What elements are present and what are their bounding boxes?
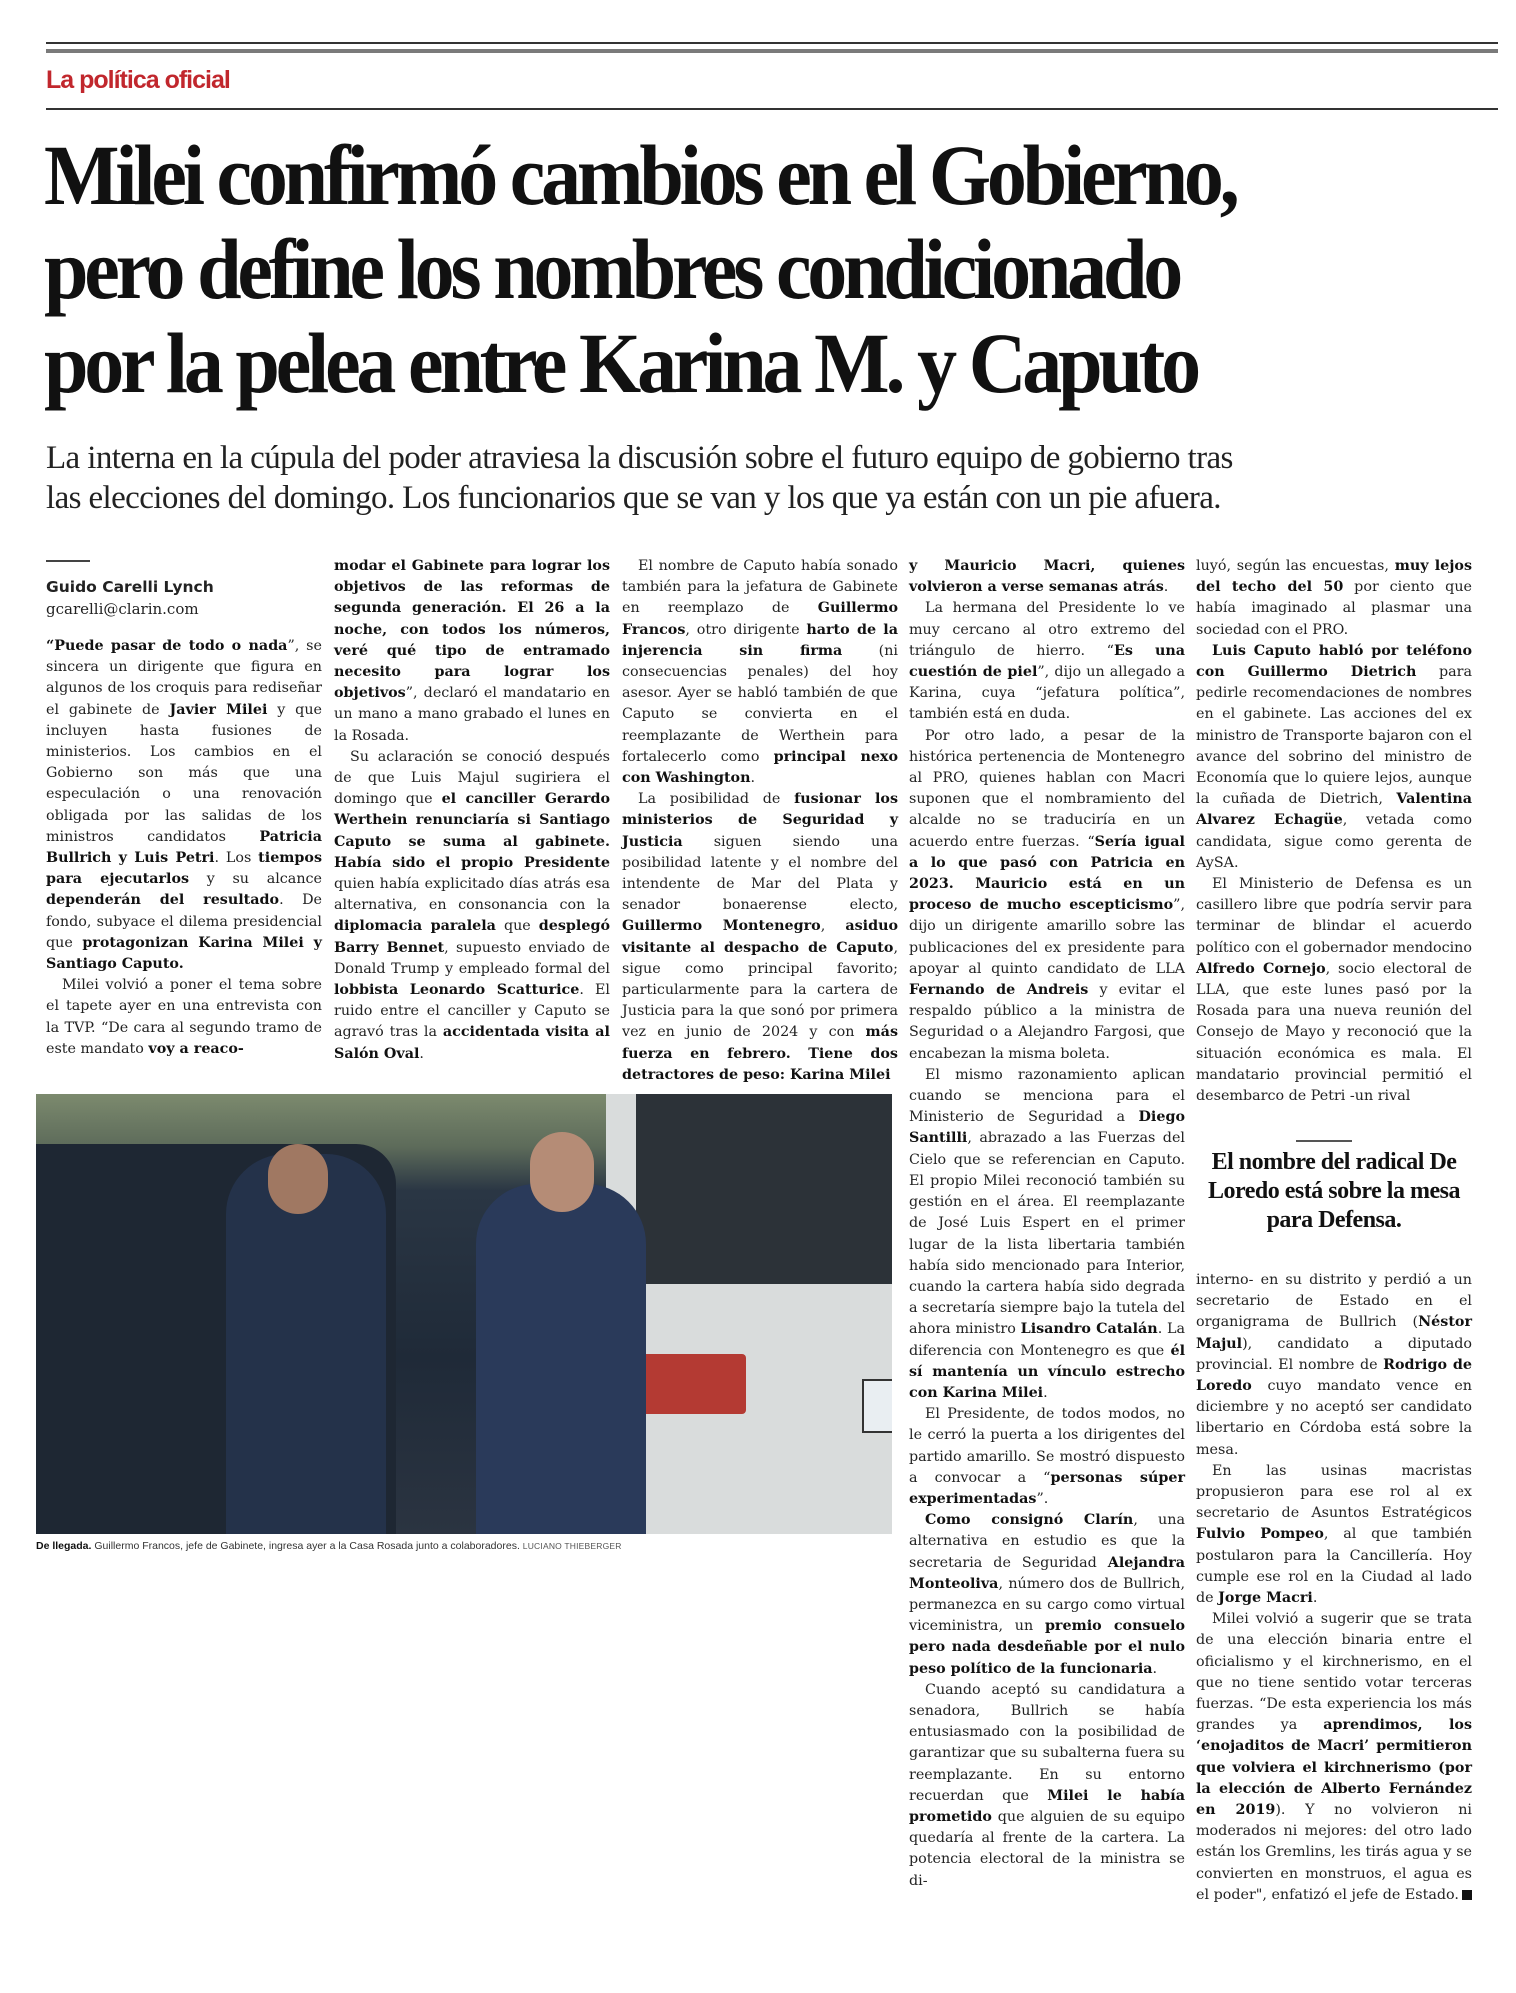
pullquote: El nombre del radical De Loredo está sobre la mesa para Defensa. — [1208, 1149, 1460, 1233]
emphasis-text: Lisandro Catalán — [1020, 1321, 1158, 1338]
article-paragraph: interno- en su distrito y perdió a un secretario de Estado en el organigrama de Bullrich (Néstor Majul), candidato a diputado provincial. El nombre de Rodrigo de Loredo cuyo mandato vence en diciembre y no aceptó ser candidato libertario en Córdoba está sobre la mesa. — [1196, 1272, 1473, 1458]
photo-person-francos — [476, 1184, 646, 1534]
byline-rule — [46, 560, 90, 562]
article-paragraph: Como consignó Clarín, una alternativa en estudio es que la secretaria de Seguridad Alejandra Monteoliva, número dos de Bullrich, permanezca en su cargo como virtual viceministra, un premio consuelo pero nada desdeñable por el nulo peso político de la funcionaria. — [909, 1512, 1185, 1677]
emphasis-text: Javier Milei — [169, 701, 268, 718]
emphasis-text: muy lejos del techo del 50 — [1196, 558, 1472, 596]
column-body — [1196, 1270, 1472, 1906]
emphasis-text: fusionar los ministerios de Seguridad y Justicia — [622, 791, 898, 850]
article-paragraph: y Mauricio Macri, quienes volvieron a verse semanas atrás. — [909, 558, 1185, 596]
article-paragraph: “Puede pasar de todo o nada”, se sincera un dirigente que figura en algunos de los croquis para rediseñar el gabinete de Javier Milei y que incluyen hasta fusiones de ministerios. Los cambios en el Gobierno son más que una especulación o una renovación obligada por las salidas de los ministros candidatos Patricia Bullrich y Luis Petri. Los tiempos para ejecutarlos y su alcance dependerán del resultado. De fondo, subyace el dilema presidencial que protagonizan Karina Milei y Santiago Caputo. — [46, 638, 323, 973]
article-column-2 — [334, 556, 610, 1065]
byline-email[interactable]: gcarelli@clarin.com — [46, 600, 199, 618]
emphasis-text: Diego Santilli — [909, 1109, 1185, 1147]
article-column-5 — [1196, 556, 1472, 1107]
photo-credit: LUCIANO THIEBERGER — [522, 1541, 622, 1551]
end-of-article-mark — [1462, 1890, 1472, 1900]
article-paragraph: El Presidente, de todos modos, no le cerró la puerta a los dirigentes del partido amarillo. Se mostró dispuesto a convocar a “personas súper experimentadas”. — [909, 1406, 1185, 1507]
top-rule — [46, 42, 1498, 44]
emphasis-text: Sería igual a lo que pasó con Patricia en 2023. Mauricio está en un proceso de mucho escepticismo — [909, 833, 1185, 914]
photo-taillight — [636, 1354, 746, 1414]
subheadline — [46, 438, 1516, 518]
column-body — [909, 556, 1185, 1892]
article-column-1 — [46, 560, 322, 1060]
emphasis-text: Luis Caputo habló por teléfono con Guillermo Dietrich — [1196, 642, 1472, 681]
emphasis-text: desplegó Barry Bennet — [334, 918, 610, 956]
emphasis-text: Alfredo Cornejo — [1196, 960, 1326, 977]
emphasis-text: Es una cuestión de piel — [909, 642, 1185, 681]
subheadline-line: La interna en la cúpula del poder atraviesa la discusión sobre el futuro equipo de gobierno tras — [46, 440, 1233, 476]
emphasis-text: asiduo visitante al despacho de Caputo — [622, 918, 898, 956]
emphasis-text: Patricia Bullrich y Luis Petri — [46, 828, 322, 867]
emphasis-text: el canciller Gerardo Werthein renunciaría si Santiago Caputo se suma al gabinete. Había sido el propio Presidente — [334, 791, 610, 871]
emphasis-text: aprendimos, los ‘enojaditos de Macri’ permitieron que volviera el kirchnerismo (por la elección de Alberto Fernández en 2019 — [1196, 1717, 1472, 1819]
column-body — [334, 556, 610, 1065]
emphasis-text: Fernando de Andreis — [909, 982, 1089, 999]
emphasis-text: Fulvio Pompeo — [1196, 1526, 1324, 1543]
emphasis-text: y Mauricio Macri, quienes volvieron a verse semanas atrás — [909, 558, 1185, 596]
emphasis-text: Jorge Macri — [1218, 1590, 1313, 1607]
photo-van-window — [636, 1094, 892, 1284]
photo-license-plate — [862, 1379, 892, 1433]
emphasis-text: harto de la injerencia sin firma — [622, 621, 898, 659]
emphasis-text: Rodrigo de Loredo — [1196, 1356, 1473, 1395]
emphasis-text: voy a reaco- — [148, 1040, 244, 1057]
caption-text: Guillermo Francos, jefe de Gabinete, ingresa ayer a la Casa Rosada junto a colaboradores. — [91, 1540, 520, 1552]
byline-author: Guido Carelli Lynch — [46, 578, 214, 596]
emphasis-text: protagonizan Karina Milei y Santiago Caputo. — [46, 934, 322, 973]
emphasis-text: personas súper experimentadas — [909, 1469, 1185, 1507]
emphasis-text: diplomacia paralela — [334, 918, 496, 935]
article-paragraph: El Ministerio de Defensa es un casillero libre que podría servir para terminar de blindar el acuerdo político con el gobernador mendocino Alfredo Cornejo, socio electoral de LLA, que este lunes pasó por la Rosada para una nueva reunión del Consejo de Mayo y reconoció que la situación económica es mala. El mandatario provincial permitió el desembarco de Petri -un rival — [1196, 876, 1472, 1105]
emphasis-text: Guillermo Francos — [622, 600, 898, 638]
column-body — [1196, 556, 1472, 1107]
article-paragraph: Por otro lado, a pesar de la histórica pertenencia de Montenegro al PRO, quienes hablan con Macri suponen que el nombramiento del alcalde no se traduciría en un acuerdo entre fuerzas. “Sería igual a lo que pasó con Patricia en 2023. Mauricio está en un proceso de mucho escepticismo”, dijo un dirigente amarillo sobre las publicaciones del ex presidente para apoyar al quinto candidato de LLA Fernando de Andreis y evitar el respaldo público a la ministra de Seguridad o a Alejandro Fargosi, que encabezan la misma boleta. — [909, 727, 1185, 1062]
caption-lead: De llegada. — [36, 1540, 92, 1552]
article-paragraph: La hermana del Presidente lo ve muy cercano al otro extremo del triángulo de hierro. “Es una cuestión de piel”, dijo un allegado a Karina, cuya “jefatura política”, también está en duda. — [909, 600, 1185, 723]
emphasis-text: Valentina Alvarez Echagüe — [1196, 791, 1472, 829]
article-paragraph: Luis Caputo habló por teléfono con Guillermo Dietrich para pedirle recomendaciones de nombres en el gabinete. Las acciones del ex ministro de Transporte bajaron con el avance del sobrino del ministro de Economía que lo quiere lejos, aunque la cuñada de Dietrich, Valentina Alvarez Echagüe, vetada como candidata, sigue como gerenta de AySA. — [1196, 642, 1472, 871]
headline-line: pero define los nombres condicionado — [44, 221, 1180, 317]
pullquote-rule — [1296, 1140, 1352, 1142]
article-paragraph: Su aclaración se conoció después de que Luis Majul sugiriera el domingo que el canciller Gerardo Werthein renunciaría si Santiago Caputo se suma al gabinete. Había sido el propio Presidente quien había explicitado días atrás esa alternativa, en consonancia con la diplomacia paralela que desplegó Barry Bennet, supuesto enviado de Donald Trump y empleado formal del lobbista Leonardo Scatturice. El ruido entre el canciller y Caputo se agravó tras la accidentada visita al Salón Oval. — [334, 748, 610, 1062]
article-paragraph: luyó, según las encuestas, muy lejos del techo del 50 por ciento que había imaginado al plasmar una sociedad con el PRO. — [1196, 558, 1472, 638]
article-paragraph: El mismo razonamiento aplican cuando se menciona para el Ministerio de Seguridad a Diego Santilli, abrazado a las Fuerzas del Cielo que se referencian en Caputo. El propio Milei reconoció también su gestión en el área. El reemplazante de José Luis Espert en el primer lugar de la lista libertaria también había sido mencionado para Interior, cuando la cartera había sido degrada a secretaría siempre bajo la tutela del ahora ministro Lisandro Catalán. La diferencia con Montenegro es que él sí mantenía un vínculo estrecho con Karina Milei. — [909, 1066, 1185, 1401]
emphasis-text: él sí mantenía un vínculo estrecho con Karina Milei — [909, 1342, 1185, 1401]
article-paragraph: modar el Gabinete para lograr los objetivos de las reformas de segunda generación. El 26 a la noche, con todos los números, veré qué tipo de entramado necesito para lograr los objetivos”, declaró el mandatario en un mano a mano grabado el lunes en la Rosada. — [334, 558, 610, 744]
column-body — [622, 556, 898, 1086]
top-rule-thick — [46, 49, 1498, 53]
emphasis-text: “Puede pasar de todo o nada — [46, 638, 288, 654]
emphasis-text: lobbista Leonardo Scatturice — [334, 982, 580, 999]
emphasis-text: Alejandra Monteoliva — [909, 1554, 1185, 1592]
article-paragraph: El nombre de Caputo había sonado también para la jefatura de Gabinete en reemplazo de Guillermo Francos, otro dirigente harto de la injerencia sin firma (ni consecuencias penales) del hoy asesor. Ayer se habló también de que Caputo se convierta en el reemplazante de Werthein para fortalecerlo como principal nexo con Washington. — [622, 558, 898, 787]
photo-caption — [36, 1540, 896, 1552]
article-column-5-continued — [1196, 1270, 1472, 1906]
headline — [44, 128, 1411, 410]
article-photo — [36, 1094, 892, 1534]
article-paragraph: En las usinas macristas propusieron para ese rol al ex secretario de Asuntos Estratégicos Fulvio Pompeo, al que también postularon para la Cancillería. Hoy cumple ese rol en la Ciudad al lado de Jorge Macri. — [1196, 1462, 1472, 1607]
article-paragraph: Milei volvió a sugerir que se trata de una elección binaria entre el oficialismo y el kirchnerismo, en el que no tiene sentido votar terceras fuerzas. “De esta experiencia los más grandes ya aprendimos, los ‘enojaditos de Macri’ permitieron que volviera el kirchnerismo (por la elección de Alberto Fernández en 2019). Y no volvieron ni moderados ni mejores: del otro lado están los Gremlins, les tirás agua y se convierten en monstruos, el agua es el poder", enfatizó el jefe de Estado. — [1196, 1611, 1472, 1903]
photo-person-aide-head — [268, 1144, 328, 1214]
emphasis-text: Guillermo Montenegro — [622, 918, 821, 935]
emphasis-text: Milei le había prometido — [909, 1787, 1185, 1825]
emphasis-text: premio consuelo pero nada desdeñable por el nulo peso político de la funcionaria — [909, 1618, 1185, 1677]
emphasis-text: principal nexo con Washington — [622, 748, 898, 787]
headline-line: por la pelea entre Karina M. y Caputo — [44, 315, 1197, 411]
emphasis-text: más fuerza en febrero. Tiene dos detractores de peso: Karina Milei — [622, 1024, 898, 1083]
article-paragraph: La posibilidad de fusionar los ministerios de Seguridad y Justicia siguen siendo una posibilidad latente y el nombre del intendente de Mar del Plata y senador bonaerense electo, Guillermo Montenegro, asiduo visitante al despacho de Caputo, sigue como principal favorito; particularmente para la cartera de Justicia para la que sonó por primera vez en junio de 2024 y con más fuerza en febrero. Tiene dos detractores de peso: Karina Milei — [622, 791, 898, 1083]
emphasis-text: tiempos para ejecutarlos — [46, 850, 322, 888]
subheadline-line: las elecciones del domingo. Los funcionarios que se van y los que ya están con un pie afuera. — [46, 480, 1221, 516]
column-body — [46, 636, 322, 1060]
headline-line: Milei confirmó cambios en el Gobierno, — [44, 127, 1236, 223]
section-rule — [46, 108, 1498, 110]
section-label: La política oficial — [46, 66, 230, 94]
emphasis-text: Néstor Majul — [1196, 1314, 1472, 1352]
emphasis-text: accidentada visita al Salón Oval — [334, 1024, 610, 1062]
article-paragraph: Milei volvió a poner el tema sobre el tapete ayer en una entrevista con la TVP. “De cara al segundo tramo de este mandato voy a reaco- — [46, 977, 322, 1057]
photo-person-francos-head — [530, 1132, 594, 1212]
article-paragraph: Cuando aceptó su candidatura a senadora, Bullrich se había entusiasmado con la posibilidad de garantizar que su subalterna fuera su reemplazante. En su entorno recuerdan que Milei le había prometido que alguien de su equipo quedaría al frente de la cartera. La potencia electoral de la ministra se di- — [909, 1681, 1185, 1889]
emphasis-text: modar el Gabinete para lograr los objetivos de las reformas de segunda generación. El 26 a la noche, con todos los números, veré qué tipo de entramado necesito para lograr los objetivos — [334, 558, 610, 702]
emphasis-text: Como consignó Clarín — [925, 1512, 1134, 1529]
article-column-3 — [622, 556, 898, 1086]
article-column-4 — [909, 556, 1185, 1892]
emphasis-text: dependerán del resultado — [46, 892, 280, 909]
